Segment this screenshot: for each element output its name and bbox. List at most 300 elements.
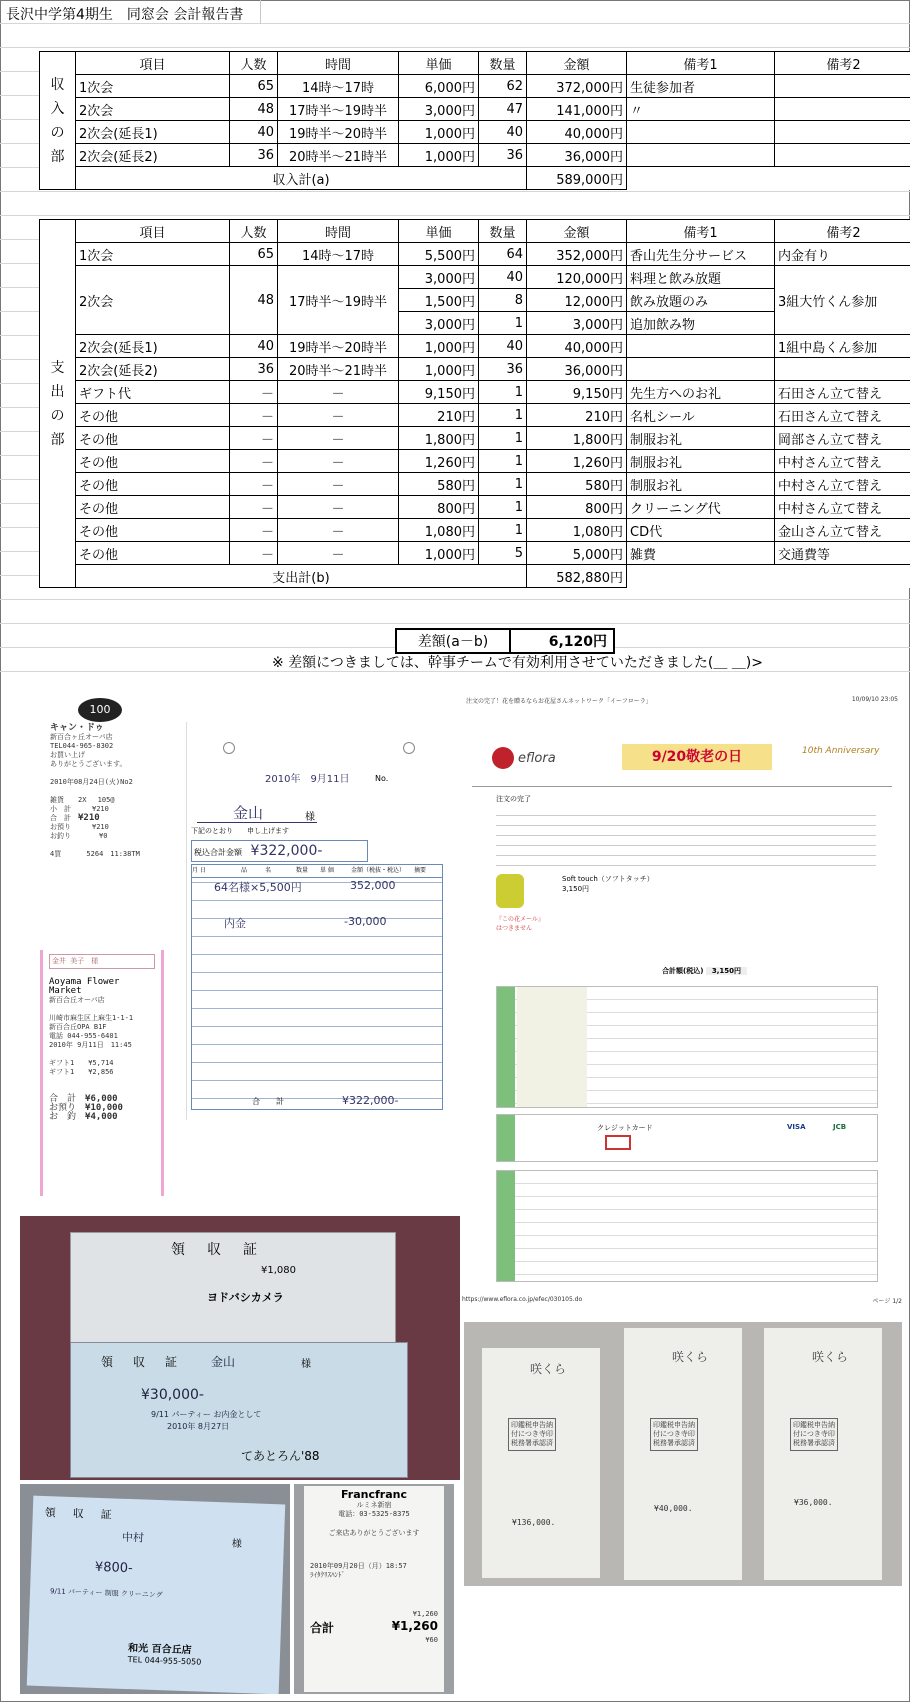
invoice-item2: 内金 (224, 917, 246, 930)
quantity-cell: 40 (479, 121, 527, 144)
note2-cell (775, 358, 910, 381)
wako-store: 和光 百合丘店 (127, 1643, 192, 1657)
table-row (40, 496, 910, 519)
total-row (40, 167, 910, 190)
unit-price-cell: 1,000円 (399, 542, 479, 565)
amount-cell: 12,000円 (527, 289, 627, 312)
income-table (39, 51, 910, 190)
note1-cell: 飲み放題のみ (627, 289, 775, 312)
invoice-shitaki: 下記のとおり 申し上げます (191, 827, 289, 835)
item-cell: その他 (76, 450, 230, 473)
quantity-cell: 8 (479, 289, 527, 312)
wako-tel: TEL 044-955-5050 (127, 1655, 202, 1667)
item-cell: 1次会 (76, 75, 230, 98)
note1-cell: 雑費 (627, 542, 775, 565)
amount-cell: 120,000円 (527, 266, 627, 289)
spreadsheet-area (0, 0, 910, 686)
candou-store: 新百合ヶ丘オーパ店 (50, 733, 113, 741)
column-header: 備考1 (627, 220, 775, 243)
table-row (40, 519, 910, 542)
wako-sama: 様 (231, 1538, 243, 1550)
table-row (40, 450, 910, 473)
eflora-printout (462, 694, 902, 1294)
difference-value: 6,120円 (510, 629, 614, 653)
column-header: 数量 (479, 52, 527, 75)
candou-change: お釣り ¥0 (50, 832, 108, 840)
sakura-stamp-line2: 付につき寺印 (511, 1430, 553, 1438)
eflora-total: 3,150円 (706, 967, 747, 975)
unit-price-cell: 1,000円 (399, 121, 479, 144)
unit-price-cell: 3,000円 (399, 312, 479, 335)
section-char: 入 (50, 100, 65, 117)
aoyama-memo: 金井 美子 様 (49, 954, 155, 969)
sakura-logo: 咲くら (672, 1350, 709, 1364)
candou-line: 雑貨 2X 105@ (50, 796, 115, 804)
total-amount: 589,000円 (527, 167, 627, 190)
wako-memo: 9/11 パーティー 制服 クリーニング (49, 1587, 163, 1600)
total-label: 収入計(a) (76, 167, 527, 190)
note1-cell: 追加飲み物 (627, 312, 775, 335)
quantity-cell: 1 (479, 312, 527, 335)
unit-price-cell: 1,500円 (399, 289, 479, 312)
aoyama-store: Aoyama Flower Market (49, 977, 120, 996)
people-cell: － (230, 450, 278, 473)
note2-cell: 内金有り (775, 243, 910, 266)
eflora-product: Soft touch（ソフトタッチ） (562, 875, 654, 883)
section-char: 出 (50, 383, 65, 400)
unit-price-cell: 1,000円 (399, 144, 479, 167)
column-header: 単価 (399, 52, 479, 75)
invoice-sama: 様 (305, 812, 315, 823)
jcb-icon: JCB (833, 1123, 847, 1131)
column-header: 数量 (479, 220, 527, 243)
table-row (40, 473, 910, 496)
difference-label: 差額(a－b) (396, 629, 510, 653)
people-cell: 65 (230, 243, 278, 266)
note1-cell (627, 358, 775, 381)
unit-price-cell: 800円 (399, 496, 479, 519)
eflora-banner: 9/20敬老の日 (622, 744, 772, 770)
section-char: の (50, 407, 65, 424)
invoice-amount2: -30,000 (344, 915, 387, 928)
sakura-total-1: ¥136,000. (512, 1518, 556, 1527)
unit-price-cell: 1,800円 (399, 427, 479, 450)
francfranc-tel: 電話：03-5325-8375 (338, 1510, 410, 1518)
unit-price-cell: 5,500円 (399, 243, 479, 266)
note1-cell: 〃 (627, 98, 775, 121)
unit-price-cell: 6,000円 (399, 75, 479, 98)
sakura-total-3: ¥36,000. (794, 1498, 833, 1507)
receipt-candou (20, 694, 180, 944)
header-row (40, 52, 910, 75)
product-image (496, 874, 524, 908)
note2-cell: 中村さん立て替え (775, 496, 910, 519)
note1-cell: 名札シール (627, 404, 775, 427)
amount-cell: 1,260円 (527, 450, 627, 473)
time-cell: － (278, 473, 399, 496)
candou-tel: TEL044-965-8302 (50, 742, 114, 750)
invoice-total-label: 税込合計金額 (194, 848, 242, 857)
invoice-col-qty: 数量 (296, 867, 309, 874)
note2-cell (775, 144, 910, 167)
note2-cell: 3組大竹くん参加 (775, 266, 910, 335)
section-char: 収 (50, 76, 65, 93)
unit-price-cell: 580円 (399, 473, 479, 496)
time-cell: － (278, 450, 399, 473)
amount-cell: 372,000円 (527, 75, 627, 98)
column-header: 備考2 (775, 52, 910, 75)
item-cell: 2次会(延長1) (76, 121, 230, 144)
total-amount: 582,880円 (527, 565, 627, 588)
teatoron-shop: てあとろん'88 (241, 1449, 320, 1463)
people-cell: － (230, 496, 278, 519)
table-row (40, 358, 910, 381)
people-cell: 40 (230, 335, 278, 358)
table-row (40, 404, 910, 427)
teatoron-amount: ¥30,000- (141, 1387, 204, 1403)
candou-subtotal: 小 計 ¥210 (50, 805, 109, 813)
note2-cell: 岡部さん立て替え (775, 427, 910, 450)
amount-cell: 352,000円 (527, 243, 627, 266)
eflora-datetime: 10/09/10 23:05 (851, 696, 898, 703)
note2-cell (775, 121, 910, 144)
sakura-stamp-line1: 印鑑税申告納 (793, 1421, 835, 1429)
item-cell: 2次会 (76, 266, 230, 335)
column-header: 項目 (76, 52, 230, 75)
unit-price-cell: 1,000円 (399, 358, 479, 381)
invoice-no: No. (375, 774, 389, 783)
wako-name: 中村 (121, 1530, 145, 1545)
quantity-cell: 40 (479, 335, 527, 358)
item-cell: その他 (76, 496, 230, 519)
amount-cell: 3,000円 (527, 312, 627, 335)
punch-hole-icon (223, 742, 235, 754)
amount-cell: 9,150円 (527, 381, 627, 404)
eflora-flower-icon (492, 747, 514, 769)
item-cell: その他 (76, 542, 230, 565)
amount-cell: 800円 (527, 496, 627, 519)
invoice-goukei: 合 計 (252, 1097, 284, 1106)
column-header: 金額 (527, 52, 627, 75)
amount-cell: 36,000円 (527, 358, 627, 381)
candou-date: 2010年08月24日(火)No2 (50, 778, 133, 786)
receipt-invoice (186, 722, 457, 1120)
people-cell: － (230, 519, 278, 542)
unit-price-cell: 9,150円 (399, 381, 479, 404)
sakura-stamp-line2: 付につき寺印 (653, 1430, 695, 1438)
unit-price-cell: 210円 (399, 404, 479, 427)
invoice-item1: 64名様×5,500円 (214, 881, 302, 894)
amount-cell: 210円 (527, 404, 627, 427)
quantity-cell: 62 (479, 75, 527, 98)
eflora-total-label: 合計額(税込) (662, 967, 704, 975)
column-header: 金額 (527, 220, 627, 243)
yodobashi-amount: ¥1,080 (261, 1265, 296, 1276)
people-cell: 65 (230, 75, 278, 98)
aoyama-branch: 新百合丘オーパ店 (49, 996, 105, 1004)
aoyama-paid-label: お預り (49, 1103, 77, 1113)
francfranc-total: ¥1,260 (391, 1619, 438, 1633)
sakura-stamp-line2: 付につき寺印 (793, 1430, 835, 1438)
quantity-cell: 1 (479, 519, 527, 542)
time-cell: － (278, 519, 399, 542)
francfranc-brand: Francfranc (341, 1488, 407, 1501)
note1-cell: 生徒参加者 (627, 75, 775, 98)
note2-cell: 中村さん立て替え (775, 473, 910, 496)
sakura-stamp-line3: 税務署承認済 (793, 1439, 835, 1447)
expense-table (39, 219, 910, 588)
invoice-amount1: 352,000 (350, 879, 396, 892)
francfranc-total-label: 合計 (310, 1621, 335, 1635)
candou-total-label: 合 計 (50, 814, 71, 822)
people-cell: － (230, 542, 278, 565)
aoyama-addr: 川崎市麻生区上麻生1-1-1 (49, 1014, 134, 1022)
note2-cell: 1組中島くん参加 (775, 335, 910, 358)
table-row (40, 381, 910, 404)
quantity-cell: 36 (479, 144, 527, 167)
table-row (40, 121, 910, 144)
handwritten-note (605, 1135, 631, 1150)
sakura-logo: 咲くら (530, 1362, 567, 1376)
aoyama-change-label: お 釣 (49, 1112, 77, 1122)
eflora-page: ページ 1/2 (872, 1298, 902, 1305)
note1-cell: 制服お礼 (627, 427, 775, 450)
photo-wako-receipt (20, 1484, 290, 1694)
time-cell: 20時半～21時半 (278, 358, 399, 381)
unit-price-cell: 3,000円 (399, 98, 479, 121)
aoyama-tel: 電話 044-955-6401 (49, 1032, 118, 1040)
quantity-cell: 5 (479, 542, 527, 565)
visa-icon: VISA (787, 1123, 806, 1131)
item-cell: 2次会(延長1) (76, 335, 230, 358)
eflora-card: クレジットカード (597, 1124, 653, 1132)
francfranc-subtotal: ¥1,260 (412, 1610, 438, 1618)
people-cell: － (230, 381, 278, 404)
invoice-col-unit: 単 価 (320, 867, 334, 874)
invoice-total: ¥322,000- (250, 843, 323, 859)
teatoron-name: 金山 (211, 1355, 236, 1369)
wako-amount: ¥800- (94, 1559, 133, 1577)
unit-price-cell: 1,080円 (399, 519, 479, 542)
table-row (40, 98, 910, 121)
note2-cell: 交通費等 (775, 542, 910, 565)
note1-cell: 制服お礼 (627, 450, 775, 473)
aoyama-date: 2010年 9月11日 11:45 (49, 1041, 132, 1049)
time-cell: 19時半～20時半 (278, 335, 399, 358)
column-header: 項目 (76, 220, 230, 243)
teatoron-date: 2010年 8月27日 (167, 1422, 230, 1431)
yodobashi-title: 領 収 証 (171, 1242, 261, 1258)
column-header: 備考2 (775, 220, 910, 243)
invoice-col-amount: 金額（税抜・税込） (350, 867, 405, 874)
people-cell: － (230, 404, 278, 427)
section-char: 支 (50, 359, 65, 376)
time-cell: 19時半～20時半 (278, 121, 399, 144)
candou-total: ¥210 (78, 813, 100, 823)
teatoron-sama: 様 (301, 1359, 311, 1370)
invoice-col-date: 月 日 (192, 867, 206, 874)
aoyama-change: ¥4,000 (85, 1112, 118, 1122)
punch-hole-icon (403, 742, 415, 754)
francfranc-thanks: ご来店ありがとうございます (328, 1529, 420, 1537)
aoyama-paid: ¥10,000 (85, 1103, 123, 1113)
column-header: 備考1 (627, 52, 775, 75)
item-cell: ギフト代 (76, 381, 230, 404)
section-label (40, 220, 76, 588)
teatoron-title: 領 収 証 (101, 1355, 182, 1369)
unit-price-cell: 1,000円 (399, 335, 479, 358)
report-title: 長沢中学第4期生 同窓会 会計報告書 (6, 7, 244, 23)
difference-box (395, 628, 615, 654)
item-cell: 2次会 (76, 98, 230, 121)
table-row (40, 335, 910, 358)
eflora-price: 3,150円 (562, 885, 590, 893)
table-row (40, 266, 910, 289)
time-cell: 17時半～19時半 (278, 266, 399, 335)
item-cell: その他 (76, 519, 230, 542)
amount-cell: 5,000円 (527, 542, 627, 565)
sakura-logo: 咲くら (812, 1350, 849, 1364)
section-char: の (50, 124, 65, 141)
item-cell: 2次会(延長2) (76, 358, 230, 381)
time-cell: － (278, 381, 399, 404)
sakura-total-2: ¥40,000. (654, 1504, 693, 1513)
aoyama-gift2: ギフト1 ¥2,856 (49, 1068, 114, 1076)
aoyama-addr2: 新百合丘OPA B1F (49, 1023, 107, 1031)
note1-cell: CD代 (627, 519, 775, 542)
time-cell: － (278, 427, 399, 450)
quantity-cell: 1 (479, 427, 527, 450)
empty-cell (627, 565, 910, 588)
quantity-cell: 1 (479, 496, 527, 519)
invoice-col-note: 摘要 (414, 867, 427, 874)
table-row (40, 75, 910, 98)
candou-paid: お預り ¥210 (50, 823, 109, 831)
column-header: 単価 (399, 220, 479, 243)
note2-cell: 石田さん立て替え (775, 404, 910, 427)
receipt-aoyama (40, 950, 164, 1196)
invoice-col-item: 品 名 (240, 867, 271, 874)
section-char: 部 (50, 431, 65, 448)
note1-cell: 制服お礼 (627, 473, 775, 496)
amount-cell: 1,080円 (527, 519, 627, 542)
quantity-cell: 1 (479, 473, 527, 496)
note1-cell (627, 121, 775, 144)
quantity-cell: 1 (479, 404, 527, 427)
quantity-cell: 1 (479, 450, 527, 473)
candou-thanks: お買い上げ (50, 751, 85, 759)
total-row (40, 565, 910, 588)
people-cell: 36 (230, 358, 278, 381)
people-cell: － (230, 427, 278, 450)
time-cell: 20時半～21時半 (278, 144, 399, 167)
empty-cell (627, 167, 910, 190)
sakura-stamp-line1: 印鑑税申告納 (511, 1421, 553, 1429)
quantity-cell: 64 (479, 243, 527, 266)
francfranc-date: 2010年09月20日（月）18:57 (310, 1562, 407, 1570)
amount-cell: 40,000円 (527, 121, 627, 144)
note1-cell (627, 144, 775, 167)
invoice-goukei-amount: ¥322,000- (342, 1094, 399, 1107)
sakura-stamp-line3: 税務署承認済 (511, 1439, 553, 1447)
unit-price-cell: 3,000円 (399, 266, 479, 289)
amount-cell: 141,000円 (527, 98, 627, 121)
eflora-complete: 注文の完了 (496, 795, 531, 803)
quantity-cell: 47 (479, 98, 527, 121)
time-cell: － (278, 542, 399, 565)
candou-brand: キャン・ドゥ (50, 723, 104, 733)
item-cell: その他 (76, 404, 230, 427)
photo-sakura-receipts (464, 1322, 902, 1586)
table-row (40, 144, 910, 167)
note2-cell (775, 98, 910, 121)
amount-cell: 36,000円 (527, 144, 627, 167)
quantity-cell: 36 (479, 358, 527, 381)
note2-cell (775, 75, 910, 98)
column-header: 時間 (278, 52, 399, 75)
item-cell: 1次会 (76, 243, 230, 266)
quantity-cell: 40 (479, 266, 527, 289)
wako-title: 領 収 証 (44, 1506, 115, 1522)
table-row (40, 542, 910, 565)
header-row (40, 220, 910, 243)
photo-francfranc-receipt (294, 1484, 454, 1694)
sakura-stamp-line3: 税務署承認済 (653, 1439, 695, 1447)
time-cell: 14時～17時 (278, 75, 399, 98)
difference-note: ※ 差額につきましては、幹事チームで有効利用させていただきました(＿ ＿)> (272, 655, 764, 671)
people-cell: － (230, 473, 278, 496)
time-cell: 17時半～19時半 (278, 98, 399, 121)
section-char: 部 (50, 148, 65, 165)
total-label: 支出計(b) (76, 565, 527, 588)
column-header: 人数 (230, 220, 278, 243)
eflora-logo: eflora (518, 750, 556, 766)
aoyama-total-label: 合 計 (49, 1094, 77, 1104)
note2-cell: 石田さん立て替え (775, 381, 910, 404)
francfranc-store: ルミネ新宿 (356, 1501, 392, 1509)
invoice-date: 2010年 9月11日 (265, 774, 350, 785)
item-cell: 2次会(延長2) (76, 144, 230, 167)
photo-yodobashi-receipts (20, 1216, 460, 1480)
table-row (40, 427, 910, 450)
people-cell: 48 (230, 266, 278, 335)
table-row (40, 243, 910, 266)
people-cell: 48 (230, 98, 278, 121)
note2-cell: 金山さん立て替え (775, 519, 910, 542)
amount-cell: 580円 (527, 473, 627, 496)
quantity-cell: 1 (479, 381, 527, 404)
aoyama-total: ¥6,000 (85, 1094, 118, 1104)
note1-cell: クリーニング代 (627, 496, 775, 519)
eflora-url: https://www.eflora.co.jp/efec/030105.do (462, 1296, 583, 1303)
unit-price-cell: 1,260円 (399, 450, 479, 473)
item-cell: その他 (76, 427, 230, 450)
time-cell: － (278, 496, 399, 519)
yodobashi-store: ヨドバシカメラ (207, 1291, 284, 1304)
time-cell: 14時～17時 (278, 243, 399, 266)
note1-cell: 料理と飲み放題 (627, 266, 775, 289)
column-header: 時間 (278, 220, 399, 243)
candou-thanks2: ありがとうございます。 (50, 760, 127, 768)
candou-footer: 4買 5264 11:38TM (50, 850, 140, 858)
note1-cell (627, 335, 775, 358)
section-label (40, 52, 76, 190)
francfranc-tax: ¥60 (425, 1636, 438, 1644)
eflora-topline: 注文の完了！花を贈るならお花屋さんネットワーク「イーフローラ」 (466, 698, 652, 705)
note2-cell: 中村さん立て替え (775, 450, 910, 473)
people-cell: 40 (230, 121, 278, 144)
invoice-customer: 金山 (233, 804, 264, 822)
